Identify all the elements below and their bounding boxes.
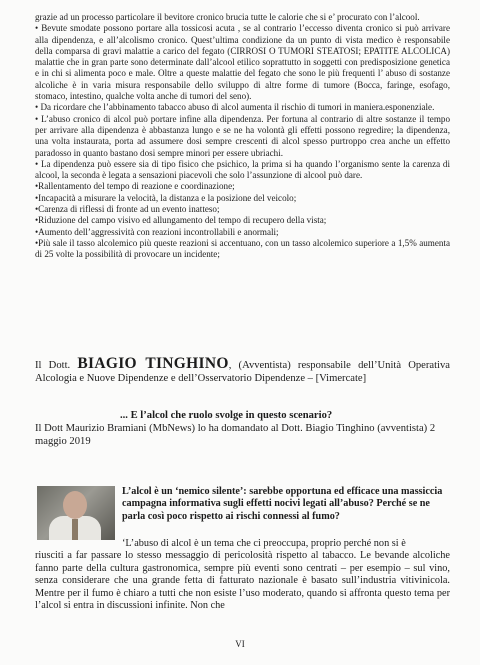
byline: Il Dott Maurizio Bramiani (MbNews) lo ha domandato al Dott. Biagio Tinghino (avventista) 2 maggio 2019 (35, 422, 436, 447)
page-number: VI (235, 639, 245, 649)
author-block (35, 355, 451, 386)
portrait-photo (37, 486, 115, 540)
interview-question: L’alcol è un ‘nemico silente’: sarebbe opportuna ed efficace una massiccia campagna informativa sugli effetti nocivi legati all’abuso? Perché se ne parla così poco rispetto ai rischi connessi al fumo? (122, 486, 443, 522)
list-item: •Più sale il tasso alcolemico più queste reazioni si accentuano, con un tasso alcolemico superiore a 1,5% aumenta di 25 volte la possibilità di provocare un incidente; (35, 237, 450, 260)
author-role: , (Avventista) responsabile dell’Unità Operativa Alcologia e Nuove Dipendenze e dell’Osservatorio Dipendenze – [Vimercate] (35, 360, 451, 384)
interview-header (35, 410, 450, 448)
list-item: •Riduzione del campo visivo ed allungamento del tempo di recupero della vista; (35, 215, 327, 226)
paragraph-calories: grazie ad un processo particolare il bevitore cronico brucia tutte le calorie che si e’ procurato con l’alcool. (35, 12, 420, 22)
author-name: BIAGIO TINGHINO (77, 355, 229, 372)
answer-text: riusciti a far passare lo stesso messaggio di pericolosità rispetto al tabacco. Le bevande alcoliche fanno parte della cultura gastronomica, sempre più eventi sono centrati – per esempio – sul vino, senza considerare che una grande fetta di fatturato nazionale è basato sull’industria vitivinicola. Mentre per il fumo è chiaro a tutti che non esiste l’uso moderato, quando si affronta questo tema per l’alcol si entra in discussioni infinite. Non che (35, 550, 450, 611)
list-item: •Aumento dell’aggressività con reazioni incontrollabili e anormali; (35, 226, 279, 237)
paragraph-liver-disease: • Bevute smodate possono portare alla tossicosi acuta , se al contrario l’eccesso diventa cronico si può arrivare alla dipendenza, e all’alcolismo cronico. Quest’ultima condizione da un punto di vista medico è responsabile della comparsa di gravi malattie a carico del fegato (CIRROSI O TUMORI STEATOSI; EPATITE ALCOLICA) malattie che in gran parte sono determinate dall’alcool etilico soprattutto in soggetti con predisposizione genetica e in chi si alimenta poco e male. Oltre a queste malattie del fegato che sono le più frequenti l’ abuso di sostanze alcoliche è in varia misura responsabile dello sviluppo di altre forme di tumore (Bocca, faringe, esofago, stomaco, intestino, qualche volta anche di tumori del seno). (35, 23, 450, 102)
author-prefix: Il Dott. (35, 360, 78, 371)
paragraph-dependence-type: • La dipendenza può essere sia di tipo fisico che psichico, la prima si ha quando l’organismo sente la carenza di alcool, la seconda è legata a sensazioni piacevoli che solo l’assunzione di alcool può dare. (35, 158, 450, 181)
list-item: •Carenza di riflessi di fronte ad un evento inatteso; (35, 204, 220, 215)
answer-first-line: ‘L’abuso di alcol è un tema che ci preoccupa, proprio perché non si è (122, 538, 406, 549)
paragraph-tobacco: • Da ricordare che l’abbinamento tabacco abuso di alcol aumenta il rischio di tumori in maniera.esponenziale. (35, 102, 435, 113)
list-item: •Incapacità a misurare la velocità, la distanza e la posizione del veicolo; (35, 192, 297, 203)
paragraph-dependence: • L’abuso cronico di alcol può portare infine alla dipendenza. Per fortuna al contrario di altre sostanze il tempo per arrivare alla dipendenza è abbastanza lungo e se ne ha volontà gli effetti possono regredire; la dipendenza, una volta instaurata, porta ad assumere dosi sempre crescenti di alcol spesso purtroppo crea anche un effetto paradosso in quanto bastano dosi sempre minori per essere ubriachi. (35, 113, 450, 158)
question-heading: ... E l’alcol che ruolo svolge in questo scenario? (120, 410, 333, 421)
top-text-section (35, 12, 450, 261)
list-item: •Rallentamento del tempo di reazione e coordinazione; (35, 181, 235, 192)
